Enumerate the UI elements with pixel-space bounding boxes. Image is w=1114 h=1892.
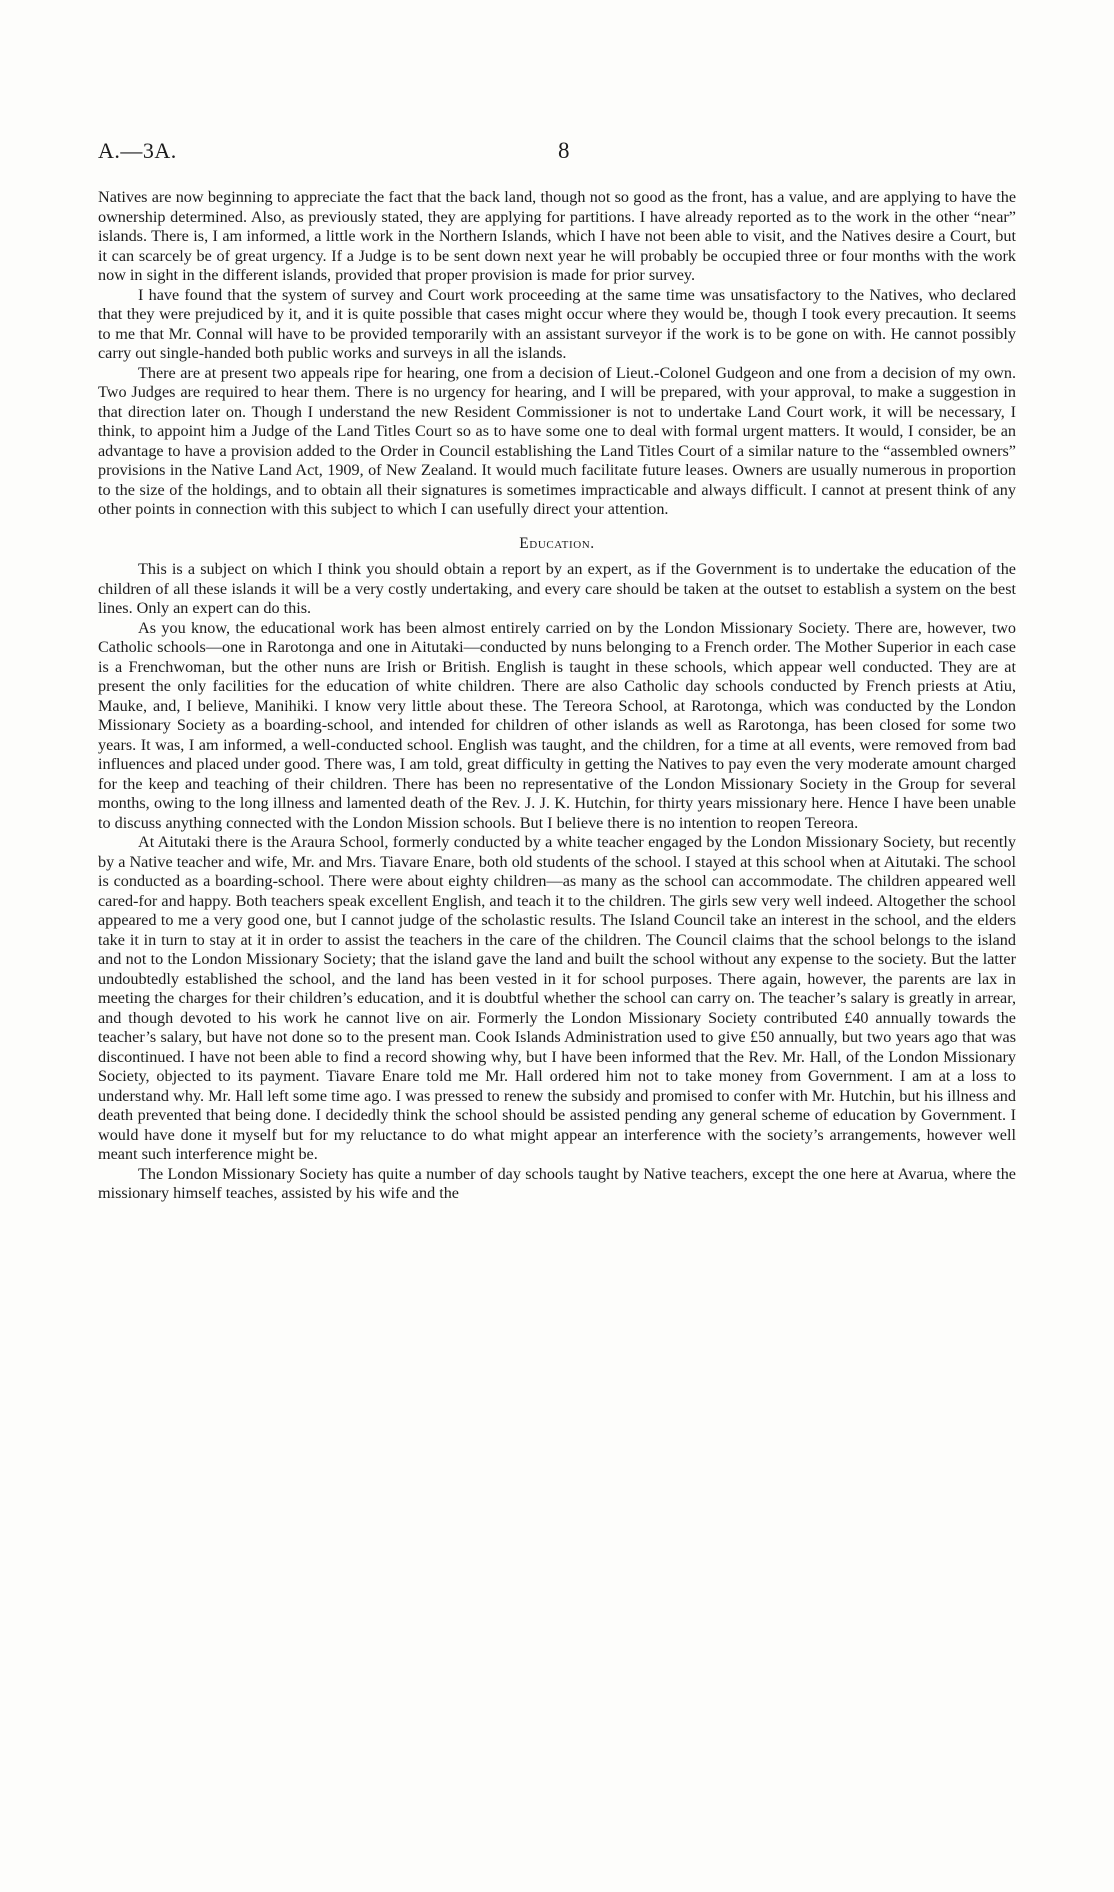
paragraph-education-expert: This is a subject on which I think you should obtain a report by an expert, as if the Government is to undertake the education of the children of all these islands it will be a very costly undertaking, and every care should be taken at the outset to establish a system on the best lines. Only an expert can do this. (98, 560, 1016, 617)
paragraph-araura-school: At Aitutaki there is the Araura School, formerly conducted by a white teacher engaged by the London Missionary Society, but recently by a Native teacher and wife, Mr. and Mrs. Tiavare Enare, both old students of the school. I stayed at this school when at Aitutaki. The school is conducted as a boarding-school. There were about eighty children—as many as the school can accommodate. The children appeared well cared-for and happy. Both teachers speak excellent English, and teach it to the children. The girls sew very well indeed. Altogether the school appeared to me a very good one, but I cannot judge of the scholastic results. The Island Council take an interest in the school, and the elders take it in turn to stay at it in order to assist the teachers in the care of the children. The Council claims that the school belongs to the island and not to the London Missionary Society; that the island gave the land and built the school without any expense to the society. But the latter undoubtedly established the school, and the land has been vested in it for school purposes. There again, however, the parents are lax in meeting the charges for their children’s education, and it is doubtful whether the school can carry on. The teacher’s salary is greatly in arrear, and though devoted to his work he cannot live on air. Formerly the London Missionary Society contributed £40 annually towards the teacher’s salary, but have not done so to the present man. Cook Islands Administration used to give £50 annually, but two years ago that was discontinued. I have not been able to find a record showing why, but I have been informed that the Rev. Mr. Hall, of the London Missionary Society, objected to its payment. Tiavare Enare told me Mr. Hall ordered him not to take money from Government. I am at a loss to understand why. Mr. Hall left some time ago. I was pressed to renew the subsidy and promised to confer with Mr. Hutchin, but his illness and death prevented that being done. I decidedly think the school should be assisted pending any general scheme of education by Government. I would have done it myself but for my reluctance to do what might appear an interference with the society’s arrangements, however well meant such interference might be. (98, 833, 1016, 1163)
page-header (98, 138, 1016, 168)
paragraph-land-court-continued: Natives are now beginning to appreciate the fact that the back land, though not so good as the front, has a value, and are applying to have the ownership determined. Also, as previously stated, they are applying for partitions. I have already reported as to the work in the other “near” islands. There is, I am informed, a little work in the Northern Islands, which I have not been able to visit, and the Natives desire a Court, but it can scarcely be of great urgency. If a Judge is to be sent down next year he will probably be occupied three or four months with the work now in sight in the different islands, provided that proper provision is made for prior survey. (98, 188, 1016, 284)
section-heading-education: Education. (519, 534, 595, 552)
document-reference: A.—3A. (98, 138, 177, 163)
document-body (98, 188, 1016, 1204)
paragraph-appeals: There are at present two appeals ripe for hearing, one from a decision of Lieut.-Colonel Gudgeon and one from a decision of my own. Two Judges are required to hear them. There is no urgency for hearing, and I will be prepared, with your approval, to make a suggestion in that direction later on. Though I understand the new Resident Commissioner is not to undertake Land Court work, it will be necessary, I think, to appoint him a Judge of the Land Titles Court so as to have some one to deal with formal urgent matters. It would, I consider, be an advantage to have a provision added to the Order in Council establishing the Land Titles Court of a similar nature to the “assembled owners” provisions in the Native Land Act, 1909, of New Zealand. It would much facilitate future leases. Owners are usually numerous in proportion to the size of the holdings, and to obtain all their signatures is sometimes impracticable and always difficult. I cannot at present think of any other points in connection with this subject to which I can usefully direct your attention. (98, 363, 1016, 518)
paragraph-education-missionary: As you know, the educational work has been almost entirely carried on by the London Missionary Society. There are, however, two Catholic schools—one in Rarotonga and one in Aitutaki—conducted by nuns belonging to a French order. The Mother Superior in each case is a Frenchwoman, but the other nuns are Irish or British. English is taught in these schools, which appear well conducted. They are at present the only facilities for the education of white children. There are also Catholic day schools conducted by French priests at Atiu, Mauke, and, I believe, Manihiki. I know very little about these. The Tereora School, at Rarotonga, which was conducted by the London Missionary Society as a boarding-school, and intended for children of other islands as well as Rarotonga, has been closed for some two years. It was, I am informed, a well-conducted school. English was taught, and the children, for a time at all events, were removed from bad influences and placed under good. There was, I am told, great difficulty in getting the Natives to pay even the very moderate amount charged for the keep and teaching of their children. There has been no representative of the London Missionary Society in the Group for several months, owing to the long illness and lamented death of the Rev. J. J. K. Hutchin, for thirty years missionary here. Hence I have been unable to discuss anything connected with the London Mission schools. But I believe there is no intention to reopen Tereora. (98, 618, 1016, 832)
page-number: 8 (558, 138, 570, 163)
paragraph-survey-system: I have found that the system of survey and Court work proceeding at the same time was unsatisfactory to the Natives, who declared that they were prejudiced by it, and it is quite possible that cases might occur where they would be, though I took every precaution. It seems to me that Mr. Connal will have to be provided temporarily with an assistant surveyor if the work is to be gone on with. He cannot possibly carry out single-handed both public works and surveys in all the islands. (98, 285, 1016, 362)
paragraph-day-schools: The London Missionary Society has quite a number of day schools taught by Native teachers, except the one here at Avarua, where the missionary himself teaches, assisted by his wife and the (98, 1164, 1016, 1202)
